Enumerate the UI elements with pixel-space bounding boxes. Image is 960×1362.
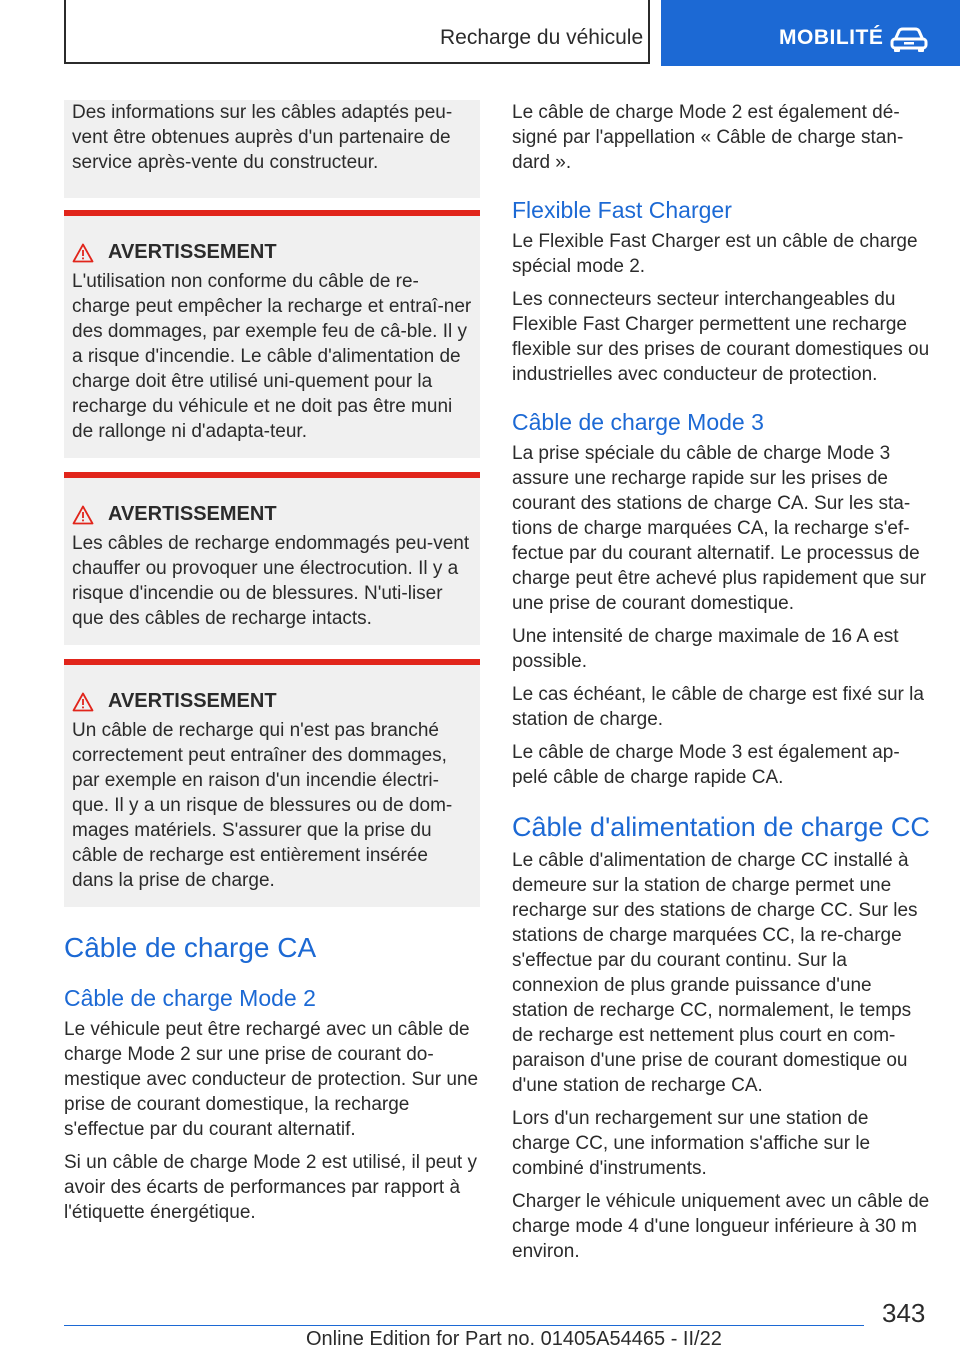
cc-paragraph-2: Lors d'un rechargement sur une station de charge CC, une information s'affiche sur le combiné d'instruments. <box>512 1108 871 1179</box>
header-underline <box>64 62 650 64</box>
footer-rule <box>64 1325 864 1326</box>
warning-heading <box>72 502 472 527</box>
warning-text: Les câbles de recharge endommagés peu-vent chauffer ou provoquer une électrocution. Il y a risque d'incendie ou de blessures. N'uti-liser que des câbles de recharge intacts. <box>72 533 470 629</box>
mode2-paragraph-1: Le véhicule peut être rechargé avec un câble de charge Mode 2 sur une prise de courant do-mestique avec conducteur de protection. Sur une prise de courant domestique, la recharge s'effectue par du courant alternatif. <box>64 1019 479 1140</box>
heading-mode3: Câble de charge Mode 3 <box>512 409 764 435</box>
cc-paragraph-3: Charger le véhicule uniquement avec un câble de charge mode 4 d'une longueur inférieure à 30 m environ. <box>512 1191 930 1262</box>
page-number: 343 <box>882 1298 926 1328</box>
warning-triangle-icon <box>72 505 94 525</box>
heading-mode2: Câble de charge Mode 2 <box>64 985 316 1011</box>
warning-triangle-icon <box>72 243 94 263</box>
mode2-paragraph-2: Si un câble de charge Mode 2 est utilisé, il peut y avoir des écarts de performances par rapport à l'étiquette énergétique. <box>64 1152 477 1223</box>
header-divider-right <box>648 0 650 64</box>
mode3-paragraph-4: Le câble de charge Mode 3 est également ap-pelé câble de charge rapide CA. <box>512 742 900 788</box>
warning-triangle-icon <box>72 692 94 712</box>
mode3-paragraph-3: Le cas échéant, le câble de charge est fixé sur la station de charge. <box>512 684 924 730</box>
info-note <box>64 100 480 198</box>
header-divider-left <box>64 0 66 64</box>
left-column <box>64 100 480 1225</box>
warning-title: AVERTISSEMENT <box>108 690 277 712</box>
heading-cable-ca: Câble de charge CA <box>64 932 317 963</box>
car-icon <box>889 26 929 54</box>
chapter-title: Recharge du véhicule <box>440 26 644 49</box>
warning-title: AVERTISSEMENT <box>108 241 277 263</box>
warning-text: Un câble de recharge qui n'est pas branché correctement peut entraîner des dommages, par exemple en raison d'un incendie électri-que. Il y a un risque de blessures ou de dom-mages matériels. S'assurer que la prise du câble de recharge est entièrement insérée dans la prise de charge. <box>72 720 453 891</box>
warning-heading <box>72 240 472 265</box>
section-tab <box>661 0 960 66</box>
section-label: MOBILITÉ <box>779 26 884 49</box>
flex-paragraph-1: Le Flexible Fast Charger est un câble de charge spécial mode 2. <box>512 231 918 277</box>
mode2-paragraph-3: Le câble de charge Mode 2 est également dé-signé par l'appellation « Câble de charge stan-dard ». <box>512 102 904 173</box>
info-note-text: Des informations sur les câbles adaptés peu-vent être obtenues auprès d'un partenaire de service après-vente du constructeur. <box>72 102 453 173</box>
warning-text: L'utilisation non conforme du câble de re-charge peut empêcher la recharge et entraî-ner des dommages, par exemple feu de câ-ble. Il y a risque d'incendie. Le câble d'alimentation de charge doit être utilisé uni-quement pour la recharge du véhicule et ne doit pas être muni de rallonge ni d'adapta-teur. <box>72 271 472 442</box>
footer-edition: Online Edition for Part no. 01405A54465 - II/22 <box>306 1328 722 1350</box>
heading-cable-cc: Câble d'alimentation de charge CC <box>512 812 930 842</box>
mode3-paragraph-2: Une intensité de charge maximale de 16 A est possible. <box>512 626 899 672</box>
warning-box-1 <box>64 210 480 458</box>
heading-flexible-fast-charger: Flexible Fast Charger <box>512 197 732 223</box>
right-column <box>512 100 930 1264</box>
warning-heading <box>72 689 472 714</box>
warning-title: AVERTISSEMENT <box>108 503 277 525</box>
warning-box-2 <box>64 472 480 645</box>
mode3-paragraph-1: La prise spéciale du câble de charge Mode 3 assure une recharge rapide sur les prises de courant des stations de charge CA. Sur les sta-tions de charge marquées CA, la recharge s'ef-fectue par du courant alternatif. Le processus de charge peut être achevé plus rapidement que sur une prise de courant domestique. <box>512 443 927 614</box>
warning-box-3 <box>64 659 480 907</box>
cc-paragraph-1: Le câble d'alimentation de charge CC installé à demeure sur la station de charge permet une recharge sur des stations de charge CC. Sur les stations de charge marquées CC, la re-charge s'effectue par du courant continu. Sur la connexion de plus grande puissance d'une station de recharge CC, normalement, le temps de recharge est nettement plus court en com-paraison d'une prise de courant domestique ou d'une station de recharge CA. <box>512 850 918 1096</box>
flex-paragraph-2: Les connecteurs secteur interchangeables du Flexible Fast Charger permettent une recharge flexible sur des prises de courant domestiques ou industrielles avec conducteur de protection. <box>512 289 930 385</box>
